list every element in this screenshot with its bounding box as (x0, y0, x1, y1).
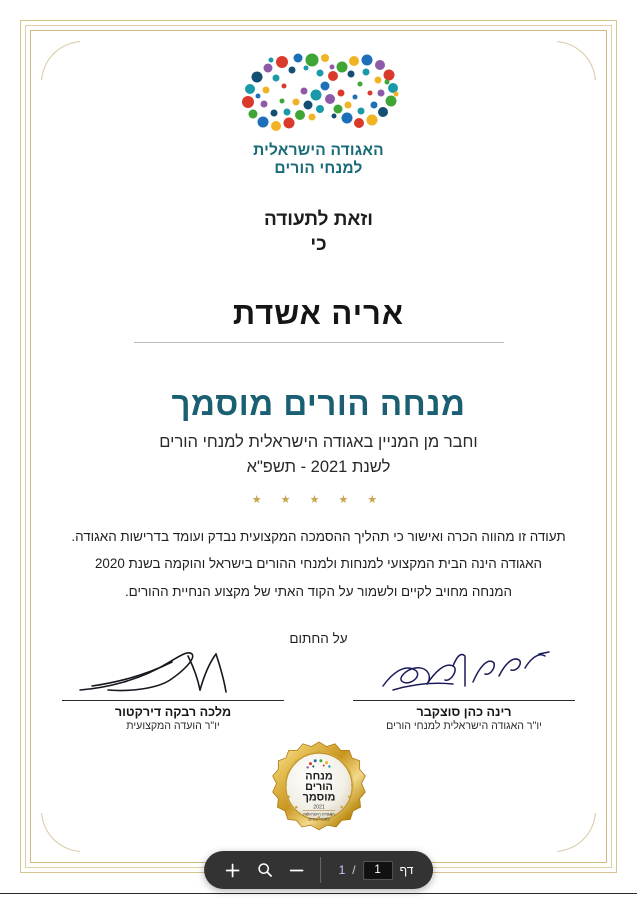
toolbar-divider (320, 857, 321, 883)
award-subtitle (48, 430, 589, 480)
award-title: מנחה הורים מוסמך (171, 385, 466, 423)
zoom-out-button[interactable] (282, 855, 312, 885)
signature-rina-cohen-sutzkever-icon (353, 642, 575, 702)
signature-malka-rivka-director-icon (62, 642, 284, 702)
seal-org-line1: האגודה הישראלית (302, 812, 335, 818)
logo-text-line1: האגודה הישראלית (253, 142, 384, 159)
body-line1: תעודה זו מהווה הכרה ואישור כי תהליך ההסמכה המקצועית נבדק ועומד בדרישות האגודה. (71, 528, 566, 544)
signature-ink-chair (353, 648, 575, 700)
body-line3: המנחה מחויב לקיים ולשמור על הקוד האתי של מקצוע הנחיית ההורים. (124, 583, 513, 599)
corner-frame-mask-right (589, 80, 603, 813)
intro-line1: וזאת לתעודה (263, 208, 374, 230)
zoom-reset-button[interactable] (250, 855, 280, 885)
certificate-intro (48, 207, 589, 258)
signature-name-committee: מלכה רבקה דירקטור (114, 705, 232, 720)
seal-line2: הורים (304, 781, 333, 794)
corner-frame-mask-left (34, 80, 48, 813)
certificate-seal-wrapper (48, 740, 589, 844)
seal-year: 2021 (312, 804, 325, 811)
signature-role-chair: יו"ר האגודה הישראלית למנחי הורים (386, 720, 542, 733)
seal-line1: מנחה (304, 771, 333, 784)
signatures-row (48, 648, 589, 732)
seal-line3: מוסמך (302, 791, 335, 804)
page-navigation-group (329, 861, 420, 880)
signature-role-committee: יו"ר הועדה המקצועית (126, 720, 220, 733)
magnifier-icon (257, 862, 273, 878)
current-page-input[interactable]: 1 (363, 861, 393, 880)
seal-org-line2: למנחי הורים (307, 816, 330, 822)
signature-block-committee (62, 648, 284, 732)
logo-text (48, 142, 589, 179)
total-pages-label: 1 (338, 863, 346, 877)
signature-name-chair: רינה כהן סוצקבר (416, 705, 512, 720)
certificate-content (48, 40, 589, 853)
signature-ink-committee (62, 648, 284, 700)
intro-line2: כי (310, 234, 327, 256)
zoom-controls-group (218, 855, 312, 885)
signature-block-chair (353, 648, 575, 732)
body-line2: האגודה הינה הבית המקצועי למנחות ולמנחי ההורים בישראל והוקמה בשנת 2020 (94, 556, 542, 572)
award-subtitle-line2: לשנת 2021 - תשפ"א (246, 458, 391, 477)
logo-text-line2: למנחי הורים (274, 160, 363, 178)
plus-icon (225, 863, 240, 878)
infinity-dots-logo-icon (224, 46, 414, 138)
certificate-body-text (48, 523, 589, 605)
gold-seal-icon (267, 740, 371, 844)
viewer-bottom-strip (0, 893, 637, 905)
signatures-heading: על החתום (289, 631, 348, 647)
award-subtitle-line1: וחבר מן המניין באגודה הישראלית למנחי הורים (159, 433, 478, 452)
page-separator: / (352, 863, 356, 877)
zoom-in-button[interactable] (218, 855, 248, 885)
pdf-toolbar (204, 851, 434, 889)
recipient-underline (134, 342, 504, 344)
minus-icon (289, 863, 304, 878)
star-decoration: ★ ★ ★ ★ ★ (251, 493, 386, 506)
page-label: דף (399, 863, 414, 877)
recipient-name: אריה אשדת (232, 295, 405, 331)
organization-logo (48, 46, 589, 179)
